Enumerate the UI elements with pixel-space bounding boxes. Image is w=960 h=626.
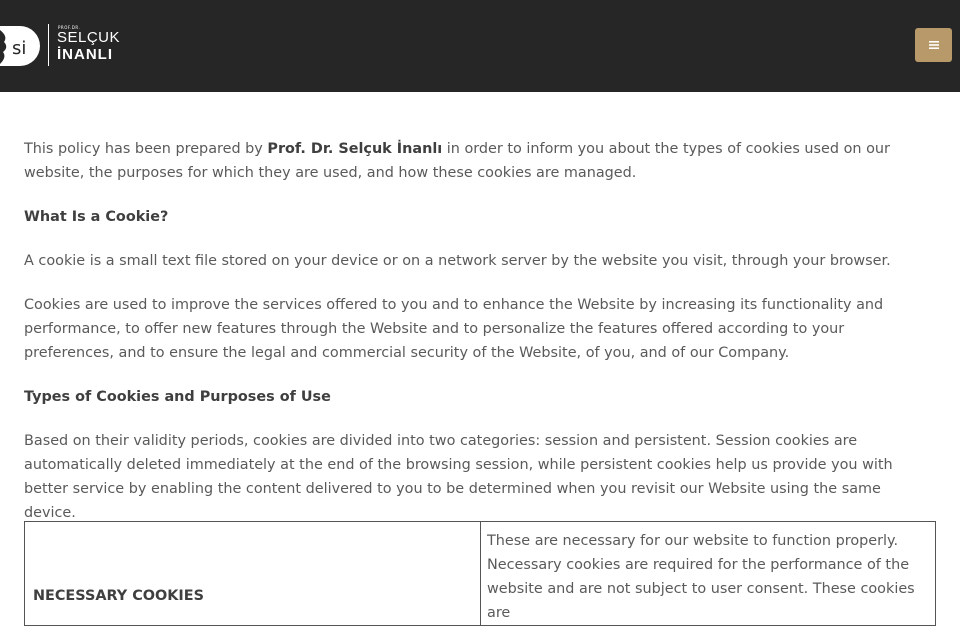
cookie-usage-paragraph: Cookies are used to improve the services offered to you and to enhance the Website by increasing its functionality and performance, to offer new features through the Website and to personalize the features offered according to your preferences, and to ensure the legal and commercial security of the Website, of you, and of our Company. (24, 297, 884, 361)
logo-title-small: PROF.DR. (58, 25, 81, 30)
section-heading-what-is-cookie: What Is a Cookie? (24, 209, 169, 225)
top-navigation-bar (0, 0, 960, 92)
section-heading-cookie-types: Types of Cookies and Purposes of Use (24, 389, 331, 405)
intro-paragraph (24, 137, 936, 185)
cookie-description-cell: These are necessary for our website to function properly. Necessary cookies are required for the performance of the website and are not subject to user consent. These cookies are (481, 522, 936, 626)
cookie-type-cell: NECESSARY COOKIES (25, 522, 481, 626)
logo-monogram-icon (0, 24, 42, 66)
svg-text:si: si (12, 38, 27, 59)
cookie-definition-paragraph: A cookie is a small text file stored on your device or on a network server by the website you visit, through your browser. (24, 253, 891, 269)
intro-text-end: in order to inform you about the types of cookies used on our website, the purposes for which they are used, and how these cookies are managed. (24, 141, 890, 181)
cookie-types-paragraph: Based on their validity periods, cookies are divided into two categories: session and persistent. Session cookies are automatically deleted immediately at the end of the browsing session, while persistent cookies help us provide you with better service by enabling the content delivered to you to be determined when you revisit our Website using the same device. (24, 433, 893, 521)
cookie-types-table (24, 521, 936, 626)
policy-content (24, 137, 936, 545)
logo-name-last: İNANLI (57, 46, 113, 63)
menu-toggle-button[interactable] (915, 28, 952, 62)
logo-name-first: SELÇUK (57, 29, 121, 46)
author-name: Prof. Dr. Selçuk İnanlı (267, 141, 443, 157)
table-row (25, 522, 936, 626)
intro-text-start: This policy has been prepared by (24, 141, 268, 157)
hamburger-icon (929, 40, 939, 50)
logo-divider (48, 24, 49, 66)
site-logo[interactable] (0, 22, 130, 70)
